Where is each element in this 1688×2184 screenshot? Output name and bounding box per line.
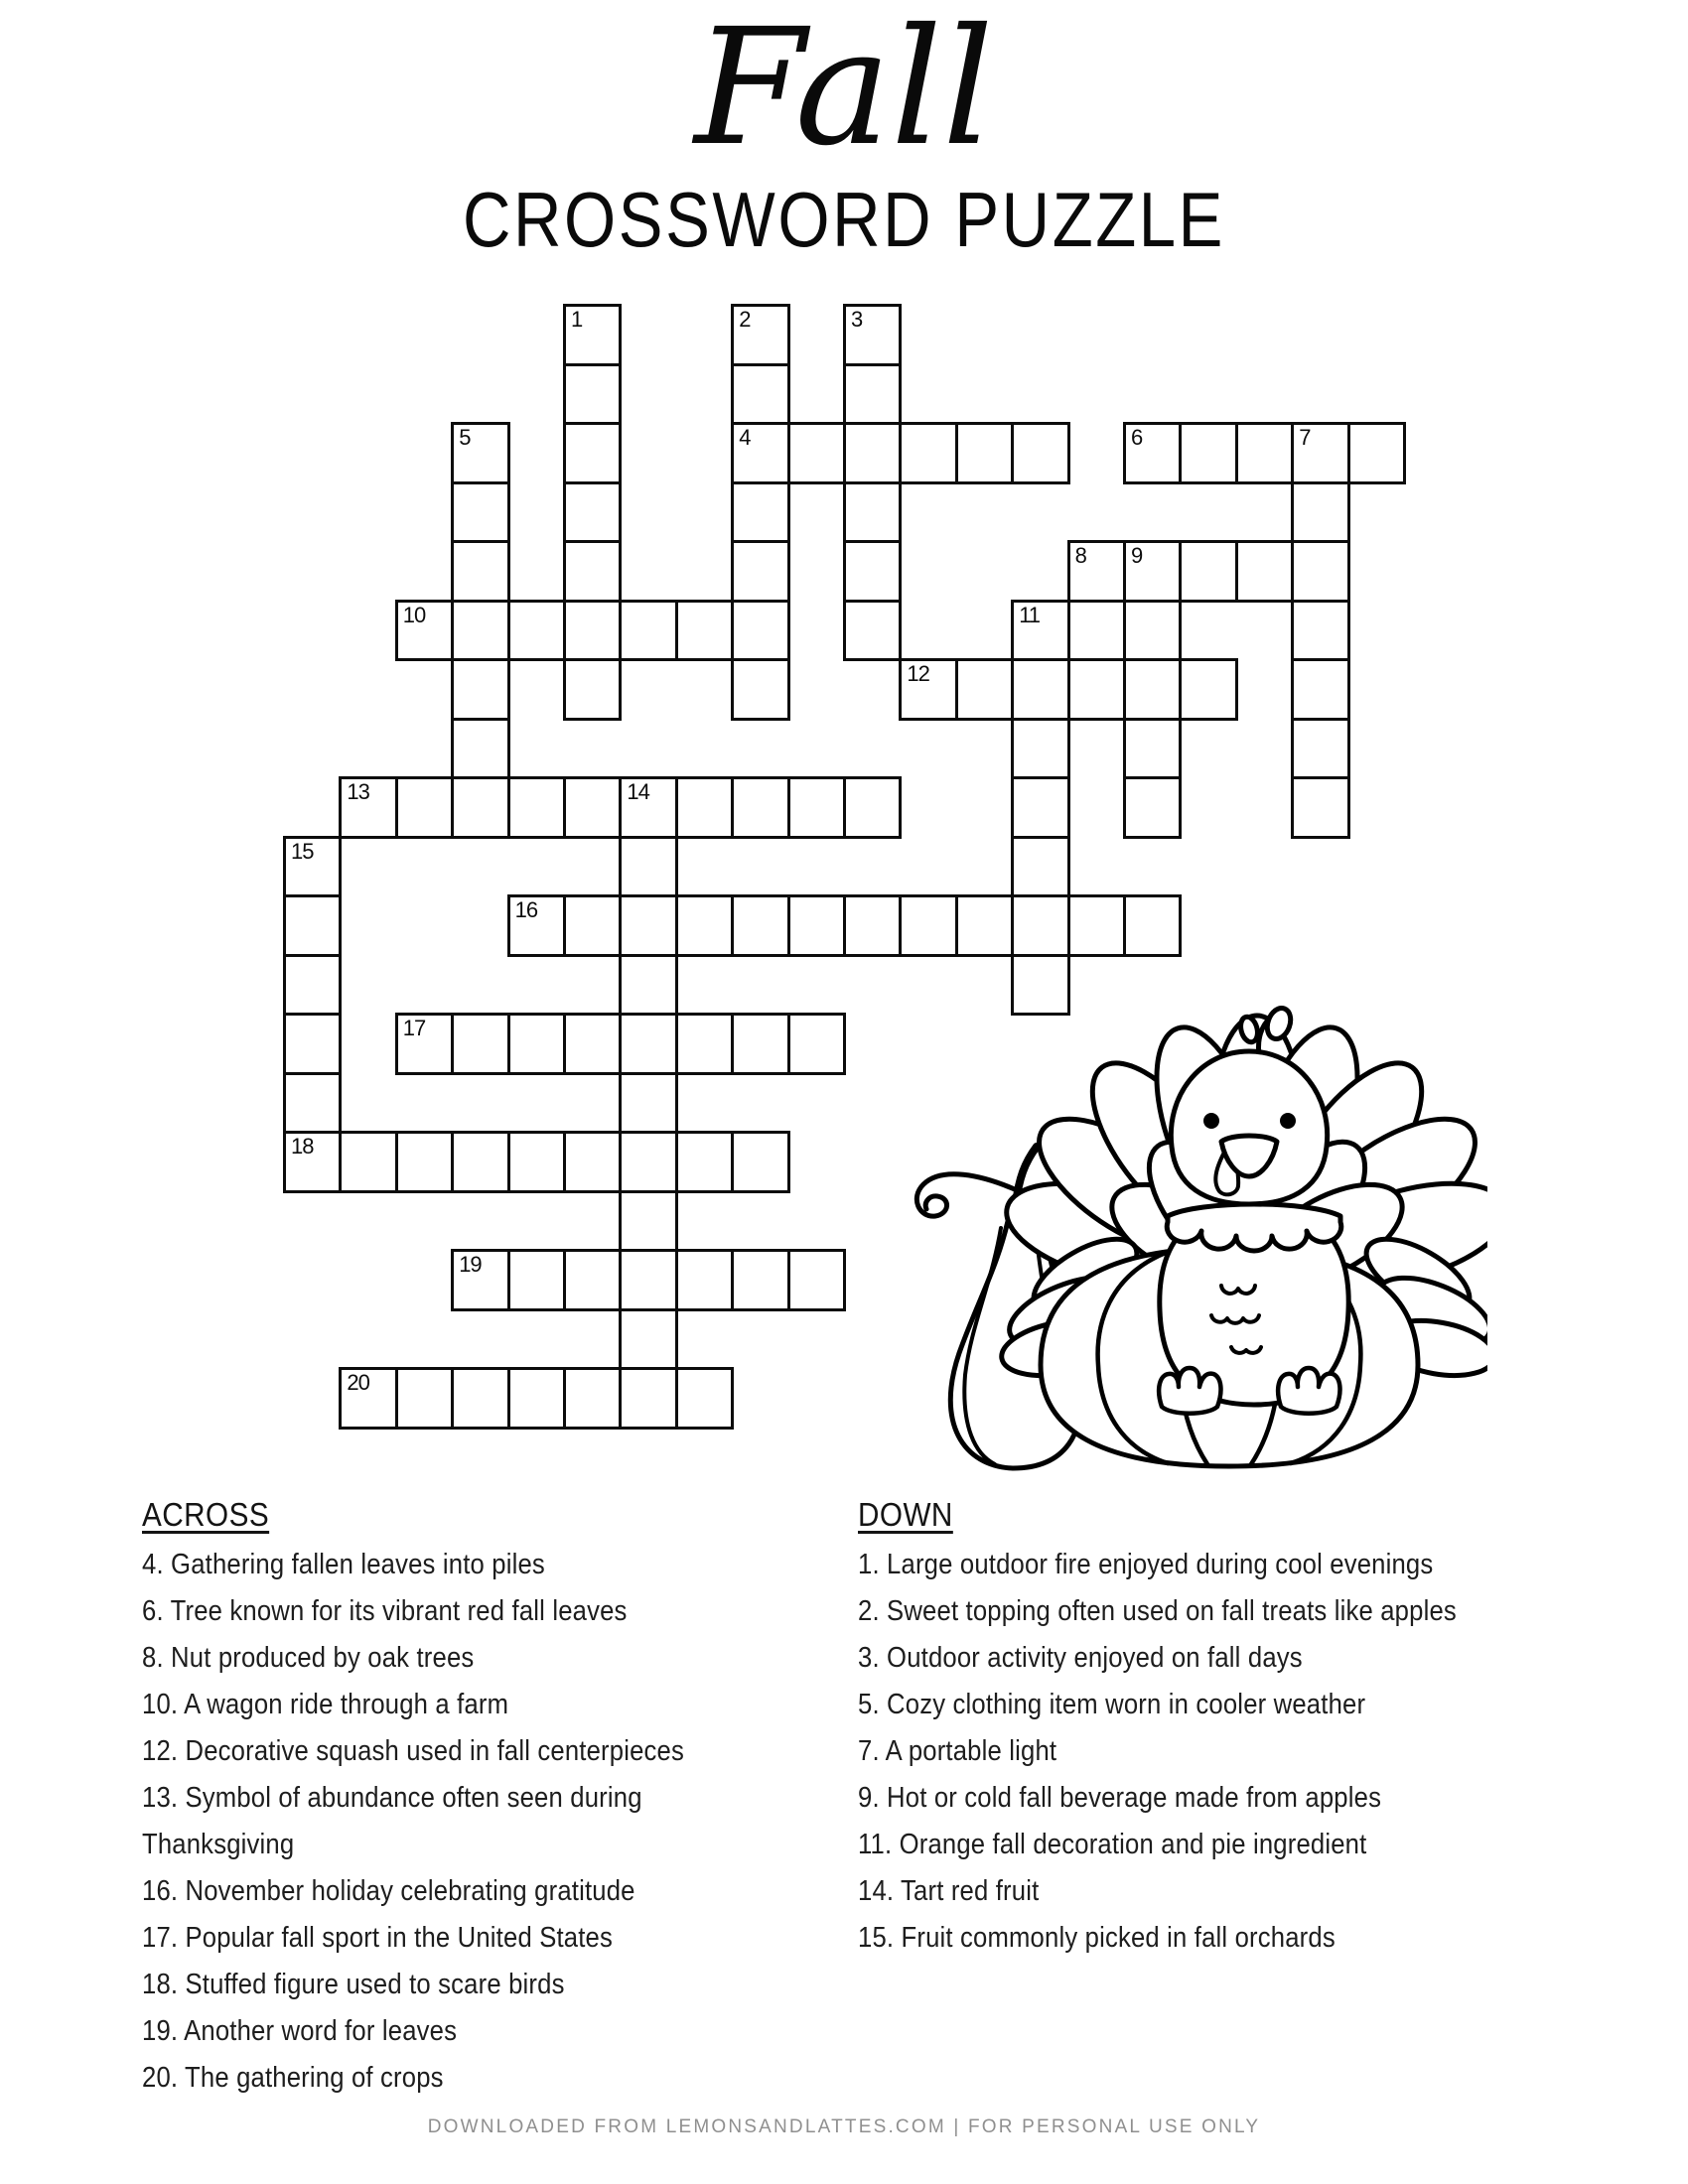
grid-cell[interactable] — [507, 894, 566, 957]
clue-item: 16. November holiday celebrating gratitude — [142, 1875, 635, 1907]
grid-cell[interactable] — [1011, 718, 1069, 780]
grid-cell[interactable] — [843, 481, 902, 544]
grid-cell[interactable] — [955, 894, 1014, 957]
grid-cell[interactable] — [899, 422, 957, 484]
cell-number: 6 — [1131, 425, 1143, 450]
cell-number: 9 — [1131, 543, 1143, 568]
cell-number: 14 — [627, 779, 649, 804]
grid-cell[interactable] — [1291, 718, 1349, 780]
grid-cell[interactable] — [1235, 540, 1294, 603]
cell-number: 16 — [514, 897, 538, 922]
grid-cell[interactable] — [675, 894, 734, 957]
grid-cell[interactable] — [1235, 422, 1294, 484]
grid-cell[interactable] — [1291, 422, 1349, 484]
clue-item: 13. Symbol of abundance often seen during Thanksgiving — [142, 1782, 642, 1860]
grid-cell[interactable] — [675, 1249, 734, 1311]
clue-item: 10. A wagon ride through a farm — [142, 1689, 509, 1720]
grid-cell[interactable] — [731, 304, 789, 366]
grid-cell[interactable] — [451, 600, 509, 662]
grid-cell[interactable] — [619, 836, 677, 898]
grid-cell[interactable] — [1291, 658, 1349, 721]
turkey-illustration — [872, 978, 1487, 1489]
grid-cell[interactable] — [1291, 776, 1349, 839]
grid-cell[interactable] — [619, 1190, 677, 1253]
grid-cell[interactable] — [731, 1013, 789, 1075]
grid-cell[interactable] — [843, 600, 902, 662]
clue-item: 3. Outdoor activity enjoyed on fall days — [858, 1642, 1303, 1674]
grid-cell[interactable] — [731, 363, 789, 426]
down-clue-list — [858, 1542, 1519, 1962]
clue-item: 15. Fruit commonly picked in fall orchards — [858, 1922, 1336, 1954]
grid-cell[interactable] — [843, 363, 902, 426]
grid-cell[interactable] — [1011, 894, 1069, 957]
grid-cell[interactable] — [395, 1367, 454, 1430]
clue-item: 18. Stuffed figure used to scare birds — [142, 1969, 565, 2000]
grid-cell[interactable] — [731, 1249, 789, 1311]
cell-number: 15 — [291, 838, 314, 864]
cell-number: 10 — [402, 602, 426, 627]
grid-cell[interactable] — [731, 894, 789, 957]
cell-number: 7 — [1299, 425, 1311, 450]
clue-item: 6. Tree known for its vibrant red fall leaves — [142, 1595, 628, 1627]
grid-cell[interactable] — [619, 776, 677, 839]
title-script: Fall — [694, 0, 994, 182]
grid-cell[interactable] — [563, 1131, 622, 1193]
grid-cell[interactable] — [563, 658, 622, 721]
cell-number: 12 — [907, 661, 929, 686]
grid-cell[interactable] — [619, 894, 677, 957]
cell-number: 8 — [1074, 543, 1086, 568]
clue-item: 11. Orange fall decoration and pie ingredient — [858, 1829, 1367, 1860]
clue-item: 17. Popular fall sport in the United States — [142, 1922, 613, 1954]
turkey-head — [1171, 1051, 1327, 1204]
grid-cell[interactable] — [563, 1249, 622, 1311]
clue-item: 5. Cozy clothing item worn in cooler weather — [858, 1689, 1366, 1720]
grid-cell[interactable] — [451, 422, 509, 484]
cell-number: 17 — [402, 1016, 426, 1040]
grid-cell[interactable] — [1123, 422, 1182, 484]
grid-cell[interactable] — [507, 1013, 566, 1075]
grid-cell[interactable] — [731, 658, 789, 721]
grid-cell[interactable] — [731, 776, 789, 839]
grid-cell[interactable] — [731, 540, 789, 603]
grid-cell[interactable] — [1123, 600, 1182, 662]
grid-cell[interactable] — [451, 718, 509, 780]
grid-cell[interactable] — [619, 1072, 677, 1135]
cell-number: 2 — [739, 307, 751, 332]
grid-cell[interactable] — [1123, 894, 1182, 957]
grid-cell[interactable] — [619, 954, 677, 1017]
grid-cell[interactable] — [451, 776, 509, 839]
grid-cell[interactable] — [1179, 540, 1237, 603]
grid-cell[interactable] — [507, 776, 566, 839]
grid-cell[interactable] — [1123, 776, 1182, 839]
grid-cell[interactable] — [619, 1131, 677, 1193]
grid-cell[interactable] — [731, 600, 789, 662]
grid-cell[interactable] — [1291, 481, 1349, 544]
cell-number: 5 — [459, 425, 471, 450]
grid-cell[interactable] — [843, 422, 902, 484]
grid-cell[interactable] — [339, 1367, 397, 1430]
grid-cell[interactable] — [1011, 776, 1069, 839]
grid-cell[interactable] — [1123, 658, 1182, 721]
grid-cell[interactable] — [1291, 540, 1349, 603]
cell-number: 20 — [347, 1370, 369, 1395]
grid-cell[interactable] — [283, 1072, 342, 1135]
grid-cell[interactable] — [731, 1131, 789, 1193]
grid-cell[interactable] — [563, 304, 622, 366]
grid-cell[interactable] — [1011, 658, 1069, 721]
grid-cell[interactable] — [451, 1013, 509, 1075]
grid-cell[interactable] — [899, 894, 957, 957]
cell-number: 13 — [347, 779, 369, 804]
clue-item: 7. A portable light — [858, 1735, 1057, 1767]
grid-cell[interactable] — [563, 894, 622, 957]
cell-number: 11 — [1019, 602, 1041, 627]
grid-cell[interactable] — [619, 1013, 677, 1075]
grid-cell[interactable] — [283, 836, 342, 898]
grid-cell[interactable] — [1067, 894, 1126, 957]
grid-cell[interactable] — [451, 1249, 509, 1311]
grid-cell[interactable] — [1011, 422, 1069, 484]
grid-cell[interactable] — [619, 1308, 677, 1371]
clue-item: 19. Another word for leaves — [142, 2015, 458, 2047]
clue-item: 2. Sweet topping often used on fall treats like apples — [858, 1595, 1457, 1627]
grid-cell[interactable] — [1179, 658, 1237, 721]
grid-cell[interactable] — [1291, 600, 1349, 662]
grid-cell[interactable] — [1123, 718, 1182, 780]
cell-number: 1 — [571, 307, 583, 332]
down-clues-section — [858, 1491, 1519, 1962]
grid-cell[interactable] — [843, 540, 902, 603]
grid-cell[interactable] — [675, 1367, 734, 1430]
grid-cell[interactable] — [339, 776, 397, 839]
clue-item: 9. Hot or cold fall beverage made from apples — [858, 1782, 1382, 1814]
grid-cell[interactable] — [395, 1131, 454, 1193]
grid-cell[interactable] — [1123, 540, 1182, 603]
grid-cell[interactable] — [787, 776, 846, 839]
grid-cell[interactable] — [451, 1131, 509, 1193]
turkey-eye-left — [1203, 1113, 1219, 1129]
grid-cell[interactable] — [451, 1367, 509, 1430]
grid-cell[interactable] — [283, 1013, 342, 1075]
grid-cell[interactable] — [283, 954, 342, 1017]
grid-cell[interactable] — [507, 1367, 566, 1430]
grid-cell[interactable] — [787, 1249, 846, 1311]
clue-item: 8. Nut produced by oak trees — [142, 1642, 475, 1674]
grid-cell[interactable] — [563, 1013, 622, 1075]
grid-cell[interactable] — [1011, 836, 1069, 898]
grid-cell[interactable] — [731, 422, 789, 484]
grid-cell[interactable] — [563, 481, 622, 544]
grid-cell[interactable] — [451, 658, 509, 721]
clue-item: 12. Decorative squash used in fall centerpieces — [142, 1735, 685, 1767]
grid-cell[interactable] — [563, 776, 622, 839]
grid-cell[interactable] — [731, 481, 789, 544]
grid-cell[interactable] — [675, 1013, 734, 1075]
grid-cell[interactable] — [1067, 658, 1126, 721]
clue-item: 4. Gathering fallen leaves into piles — [142, 1549, 545, 1580]
grid-cell[interactable] — [563, 540, 622, 603]
grid-cell[interactable] — [507, 600, 566, 662]
grid-cell[interactable] — [395, 600, 454, 662]
grid-cell[interactable] — [563, 600, 622, 662]
grid-cell[interactable] — [339, 1131, 397, 1193]
grid-cell[interactable] — [787, 894, 846, 957]
grid-cell[interactable] — [675, 776, 734, 839]
grid-cell[interactable] — [507, 1131, 566, 1193]
cell-number: 3 — [851, 307, 863, 332]
grid-cell[interactable] — [899, 658, 957, 721]
clue-item: 1. Large outdoor fire enjoyed during cool evenings — [858, 1549, 1434, 1580]
grid-cell[interactable] — [563, 422, 622, 484]
grid-cell[interactable] — [507, 1249, 566, 1311]
grid-cell[interactable] — [1011, 600, 1069, 662]
grid-cell[interactable] — [451, 540, 509, 603]
grid-cell[interactable] — [843, 304, 902, 366]
grid-cell[interactable] — [1347, 422, 1406, 484]
grid-cell[interactable] — [675, 1131, 734, 1193]
clue-item: 20. The gathering of crops — [142, 2062, 444, 2094]
cell-number: 19 — [459, 1252, 482, 1277]
grid-cell[interactable] — [395, 776, 454, 839]
grid-cell[interactable] — [451, 481, 509, 544]
cell-number: 18 — [291, 1134, 314, 1159]
grid-cell[interactable] — [787, 1013, 846, 1075]
across-clues-section — [142, 1491, 759, 2102]
grid-cell[interactable] — [619, 1367, 677, 1430]
grid-cell[interactable] — [395, 1013, 454, 1075]
grid-cell[interactable] — [1067, 540, 1126, 603]
grid-cell[interactable] — [619, 600, 677, 662]
clue-item: 14. Tart red fruit — [858, 1875, 1040, 1907]
grid-cell[interactable] — [619, 1249, 677, 1311]
grid-cell[interactable] — [1179, 422, 1237, 484]
down-heading: DOWN — [858, 1496, 953, 1533]
gourd-tendril — [916, 1174, 1017, 1216]
cell-number: 4 — [739, 425, 751, 450]
across-clue-list — [142, 1542, 759, 2102]
grid-cell[interactable] — [563, 1367, 622, 1430]
grid-cell[interactable] — [675, 600, 734, 662]
turkey-eye-right — [1280, 1113, 1296, 1129]
across-heading: ACROSS — [142, 1496, 270, 1533]
footer-credit: DOWNLOADED FROM LEMONSANDLATTES.COM | FOR PERSONAL USE ONLY — [427, 2116, 1261, 2137]
page-title: CROSSWORD PUZZLE — [462, 176, 1226, 263]
grid-cell[interactable] — [563, 363, 622, 426]
grid-cell[interactable] — [787, 422, 846, 484]
grid-cell[interactable] — [843, 894, 902, 957]
grid-cell[interactable] — [283, 894, 342, 957]
grid-cell[interactable] — [955, 422, 1014, 484]
grid-cell[interactable] — [955, 658, 1014, 721]
grid-cell[interactable] — [843, 776, 902, 839]
grid-cell[interactable] — [283, 1131, 342, 1193]
